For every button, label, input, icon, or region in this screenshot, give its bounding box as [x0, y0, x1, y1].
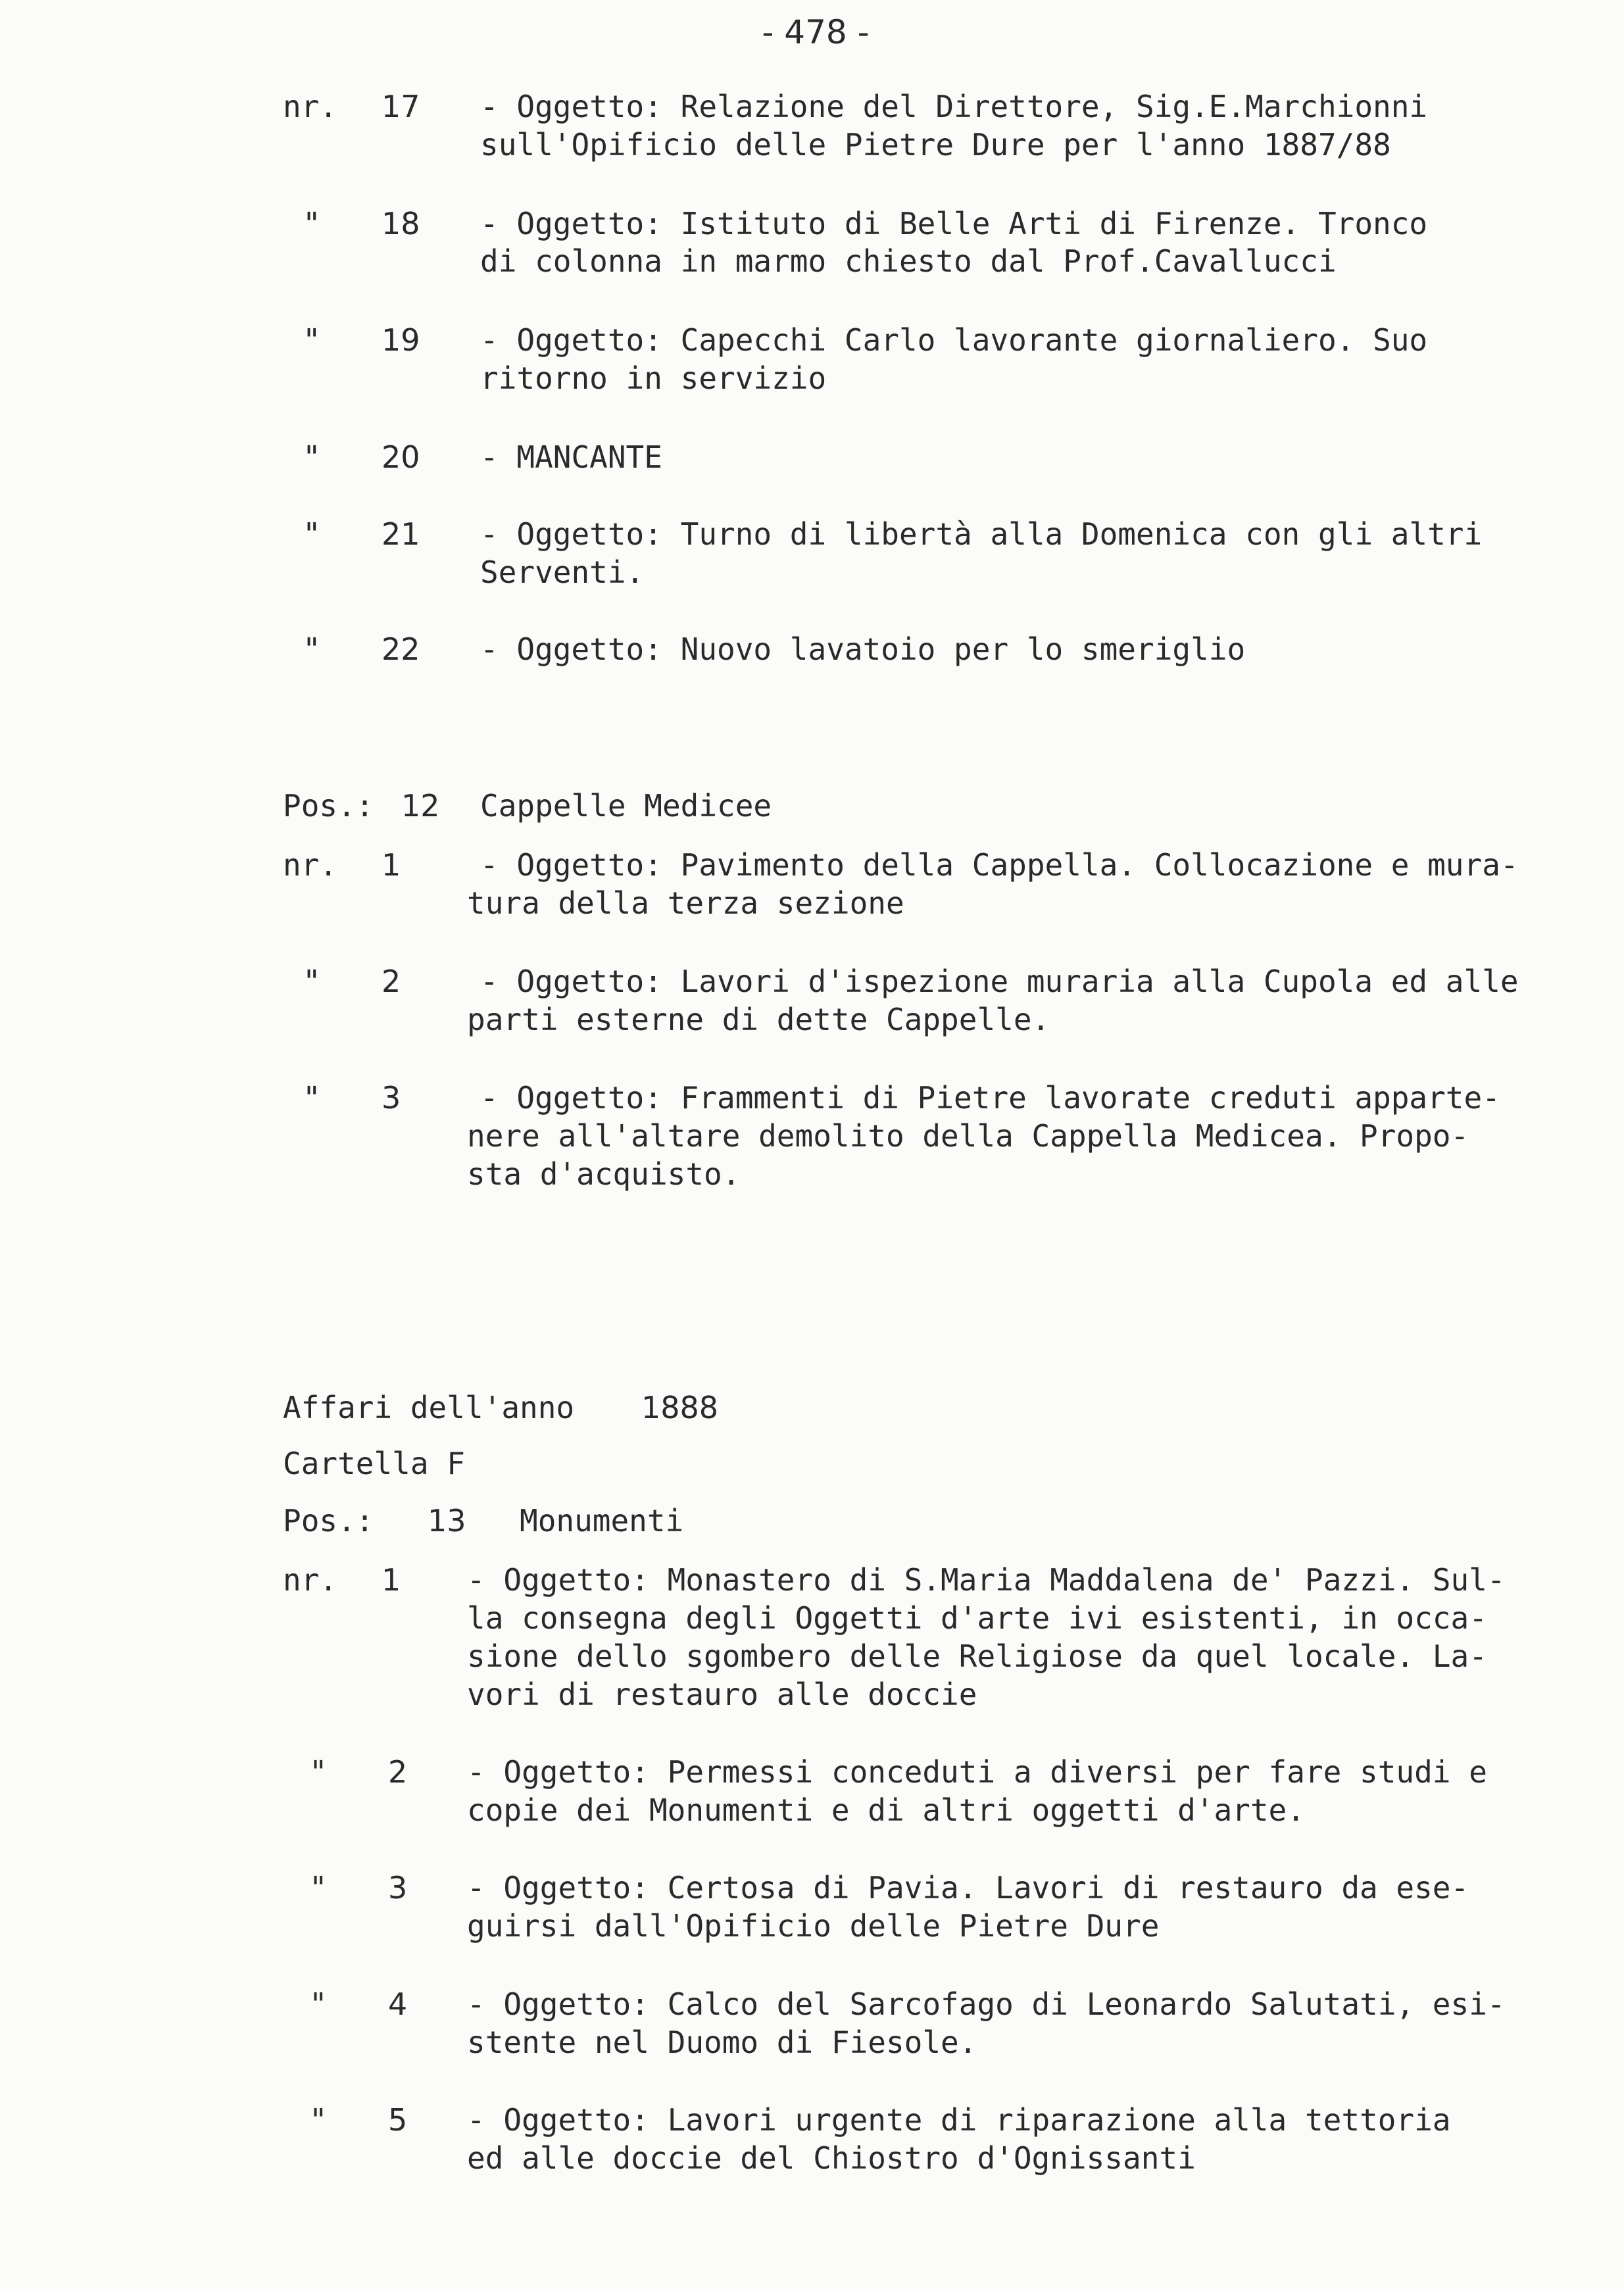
pos-label: Pos.:	[283, 788, 374, 824]
affari-year: 1888	[641, 1390, 719, 1425]
item-label: nr.	[283, 1562, 338, 1598]
item-number: 18	[381, 206, 420, 241]
item-label: "	[303, 206, 321, 241]
item-number: 2	[381, 964, 401, 999]
item-text-line: - Oggetto: Istituto di Belle Arti di Firenze. Tronco	[480, 206, 1428, 241]
item-text-line: Serventi.	[480, 554, 645, 590]
item-text-line: ritorno in servizio	[480, 360, 827, 396]
item-text-line: - Oggetto: Capecchi Carlo lavorante giornaliero. Suo	[480, 322, 1428, 358]
item-text-line: nere all'altare demolito della Cappella Medicea. Propo-	[467, 1118, 1469, 1154]
item-number: 1	[381, 1562, 401, 1598]
item-label: "	[303, 516, 321, 552]
affari-label: Affari dell'anno	[283, 1390, 575, 1425]
pos-title: Monumenti	[520, 1503, 684, 1538]
item-label: "	[303, 439, 321, 475]
item-label: "	[309, 1870, 328, 1906]
item-text-line: - Oggetto: Frammenti di Pietre lavorate creduti apparte-	[480, 1080, 1500, 1116]
item-text-line: - Oggetto: Monastero di S.Maria Maddalena de' Pazzi. Sul-	[467, 1562, 1506, 1598]
item-text-line: sull'Opificio delle Pietre Dure per l'anno 1887/88	[480, 127, 1391, 162]
page-number: - 478 -	[762, 13, 870, 51]
pos-number: 12	[401, 788, 440, 824]
item-text-line: vori di restauro alle doccie	[467, 1677, 977, 1712]
pos-label: Pos.:	[283, 1503, 374, 1538]
cartella-label: Cartella F	[283, 1446, 465, 1481]
item-text-line: tura della terza sezione	[467, 885, 904, 921]
item-text-line: guirsi dall'Opificio delle Pietre Dure	[467, 1908, 1160, 1944]
item-number: 3	[388, 1870, 408, 1906]
item-number: 3	[381, 1080, 401, 1116]
item-number: 4	[388, 1986, 408, 2022]
item-label: "	[303, 1080, 321, 1116]
item-number: 1	[381, 847, 401, 883]
item-text-line: - Oggetto: Permessi conceduti a diversi per fare studi e	[467, 1754, 1487, 1790]
item-text-line: - Oggetto: Nuovo lavatoio per lo smeriglio	[480, 631, 1246, 667]
item-text-line: parti esterne di dette Cappelle.	[467, 1002, 1050, 1037]
item-label: "	[309, 1986, 328, 2022]
item-text-line: - Oggetto: Lavori urgente di riparazione alla tettoria	[467, 2102, 1451, 2138]
item-label: "	[303, 631, 321, 667]
item-number: 17	[381, 89, 420, 124]
item-text-line: copie dei Monumenti e di altri oggetti d'arte.	[467, 1792, 1305, 1828]
item-label: "	[303, 322, 321, 358]
item-text-line: - Oggetto: Lavori d'ispezione muraria alla Cupola ed alle	[480, 964, 1519, 999]
item-number: 22	[381, 631, 420, 667]
item-label: "	[309, 2102, 328, 2138]
item-text-line: stente nel Duomo di Fiesole.	[467, 2025, 977, 2060]
item-label: nr.	[283, 89, 338, 124]
pos-number: 13	[428, 1503, 466, 1538]
item-number: 20	[381, 439, 420, 475]
item-label: "	[303, 964, 321, 999]
item-text-line: di colonna in marmo chiesto dal Prof.Cavallucci	[480, 243, 1337, 279]
item-number: 19	[381, 322, 420, 358]
item-text-line: - Oggetto: Certosa di Pavia. Lavori di restauro da ese-	[467, 1870, 1469, 1906]
item-text-line: - Oggetto: Calco del Sarcofago di Leonardo Salutati, esi-	[467, 1986, 1506, 2022]
item-text-line: - Oggetto: Turno di libertà alla Domenica con gli altri	[480, 516, 1483, 552]
pos-title: Cappelle Medicee	[480, 788, 772, 824]
item-number: 21	[381, 516, 420, 552]
item-number: 2	[388, 1754, 408, 1790]
item-text-line: la consegna degli Oggetti d'arte ivi esistenti, in occa-	[467, 1600, 1487, 1636]
item-text-line: - MANCANTE	[480, 439, 662, 475]
item-label: nr.	[283, 847, 338, 883]
item-text-line: - Oggetto: Relazione del Direttore, Sig.E.Marchionni	[480, 89, 1428, 124]
item-label: "	[309, 1754, 328, 1790]
item-text-line: ed alle doccie del Chiostro d'Ognissanti	[467, 2140, 1196, 2176]
item-text-line: sta d'acquisto.	[467, 1156, 741, 1192]
item-text-line: - Oggetto: Pavimento della Cappella. Collocazione e mura-	[480, 847, 1519, 883]
item-text-line: sione dello sgombero delle Religiose da quel locale. La-	[467, 1638, 1487, 1674]
item-number: 5	[388, 2102, 408, 2138]
